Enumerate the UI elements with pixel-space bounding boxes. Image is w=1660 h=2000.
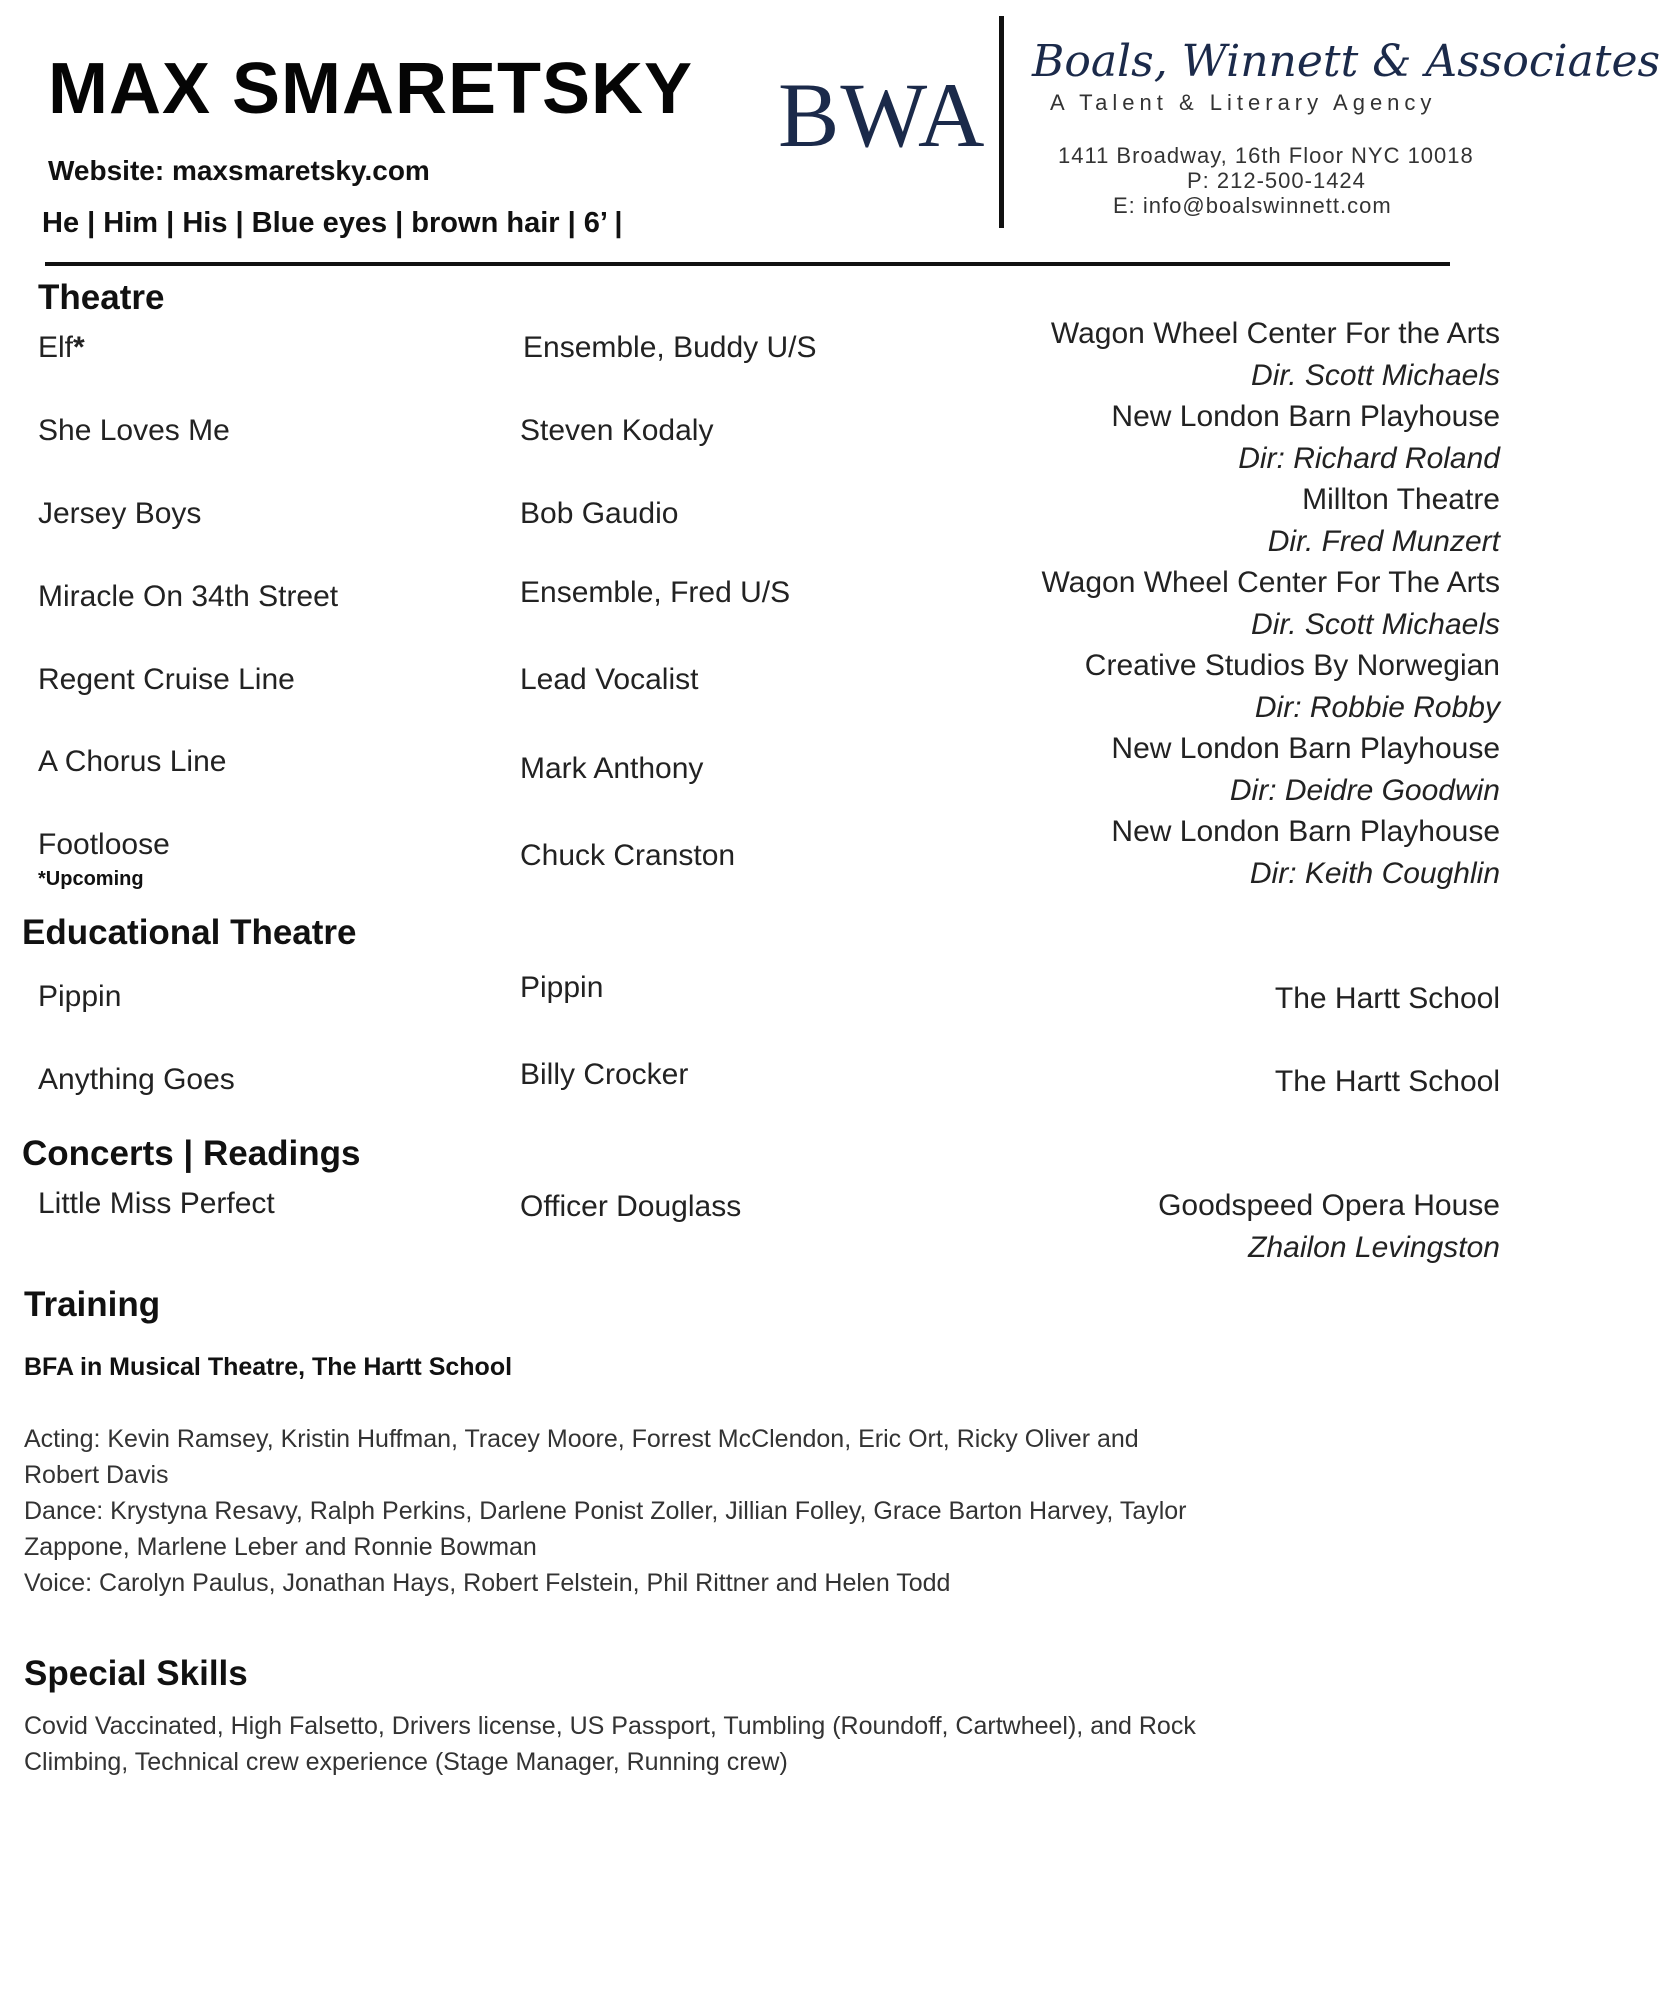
section-title-concerts: Concerts | Readings xyxy=(22,1134,361,1173)
concert-venue: Goodspeed Opera House xyxy=(1158,1189,1500,1222)
theatre-show: She Loves Me xyxy=(38,414,230,447)
personal-attributes: He | Him | His | Blue eyes | brown hair | 6’ | xyxy=(42,207,623,239)
section-title-educational: Educational Theatre xyxy=(22,913,357,952)
theatre-role: Ensemble, Buddy U/S xyxy=(523,331,817,364)
theatre-venue: New London Barn Playhouse xyxy=(1111,400,1500,433)
educational-role: Pippin xyxy=(520,971,604,1004)
agency-email: E: info@boalswinnett.com xyxy=(1113,193,1392,218)
skills-text: Covid Vaccinated, High Falsetto, Drivers license, US Passport, Tumbling (Roundoff, Cartwheel), and Rock xyxy=(24,1712,1196,1740)
theatre-role: Chuck Cranston xyxy=(520,839,736,872)
agency-phone: P: 212-500-1424 xyxy=(1187,168,1366,193)
agency-address: 1411 Broadway, 16th Floor NYC 10018 xyxy=(1058,143,1474,168)
theatre-venue: Wagon Wheel Center For the Arts xyxy=(1050,317,1500,350)
skills-text-cont: Climbing, Technical crew experience (Stage Manager, Running crew) xyxy=(24,1748,788,1776)
training-acting-cont: Robert Davis xyxy=(24,1461,169,1489)
theatre-show: Footloose xyxy=(38,828,170,861)
educational-venue: The Hartt School xyxy=(1274,982,1500,1015)
theatre-director: Dir: Deidre Goodwin xyxy=(1229,774,1500,807)
training-voice: Voice: Carolyn Paulus, Jonathan Hays, Robert Felstein, Phil Rittner and Helen Todd xyxy=(24,1569,951,1597)
agency-tagline: A Talent & Literary Agency xyxy=(1050,90,1437,115)
theatre-show: Elf* xyxy=(38,331,85,364)
theatre-venue: New London Barn Playhouse xyxy=(1111,815,1500,848)
agency-divider xyxy=(999,16,1004,228)
theatre-venue: Millton Theatre xyxy=(1302,483,1500,516)
theatre-director: Dir: Keith Coughlin xyxy=(1249,857,1500,890)
section-title-skills: Special Skills xyxy=(24,1654,248,1693)
actor-name: MAX SMARETSKY xyxy=(48,49,694,129)
training-degree: BFA in Musical Theatre, The Hartt School xyxy=(24,1353,513,1381)
theatre-role: Bob Gaudio xyxy=(520,497,679,530)
theatre-director: Dir: Robbie Robby xyxy=(1254,691,1500,724)
theatre-show: Jersey Boys xyxy=(38,497,202,530)
concert-director: Zhailon Levingston xyxy=(1248,1231,1500,1264)
theatre-director: Dir: Richard Roland xyxy=(1238,442,1500,475)
section-title-theatre: Theatre xyxy=(38,278,165,317)
section-title-training: Training xyxy=(24,1285,161,1324)
theatre-venue: New London Barn Playhouse xyxy=(1111,732,1500,765)
agency-name: Boals, Winnett & Associates xyxy=(1032,36,1660,87)
agency-logo: BWA xyxy=(778,64,986,166)
training-dance: Dance: Krystyna Resavy, Ralph Perkins, Darlene Ponist Zoller, Jillian Folley, Grace Barton Harvey, Taylor xyxy=(24,1497,1187,1525)
theatre-director: Dir. Scott Michaels xyxy=(1251,359,1500,392)
theatre-show: A Chorus Line xyxy=(38,745,227,778)
theatre-director: Dir. Fred Munzert xyxy=(1267,525,1500,558)
theatre-director: Dir. Scott Michaels xyxy=(1251,608,1500,641)
theatre-role: Steven Kodaly xyxy=(520,414,714,447)
training-acting: Acting: Kevin Ramsey, Kristin Huffman, Tracey Moore, Forrest McClendon, Eric Ort, Ricky Oliver and xyxy=(24,1425,1139,1453)
theatre-role: Ensemble, Fred U/S xyxy=(520,576,791,609)
website-line: Website: maxsmaretsky.com xyxy=(48,155,430,186)
theatre-role: Lead Vocalist xyxy=(520,663,699,696)
theatre-show: Miracle On 34th Street xyxy=(38,580,339,613)
theatre-show: Regent Cruise Line xyxy=(38,663,295,696)
concert-role: Officer Douglass xyxy=(520,1190,742,1223)
educational-show: Pippin xyxy=(38,980,122,1013)
educational-role: Billy Crocker xyxy=(520,1058,689,1091)
educational-venue: The Hartt School xyxy=(1274,1065,1500,1098)
theatre-venue: Creative Studios By Norwegian xyxy=(1084,649,1500,682)
upcoming-footnote: *Upcoming xyxy=(38,868,144,890)
concert-show: Little Miss Perfect xyxy=(38,1187,275,1220)
theatre-venue: Wagon Wheel Center For The Arts xyxy=(1041,566,1500,599)
upcoming-star: * xyxy=(73,331,85,364)
header-divider xyxy=(45,262,1450,266)
theatre-role: Mark Anthony xyxy=(520,752,704,785)
educational-show: Anything Goes xyxy=(38,1063,235,1096)
training-dance-cont: Zappone, Marlene Leber and Ronnie Bowman xyxy=(24,1533,537,1561)
